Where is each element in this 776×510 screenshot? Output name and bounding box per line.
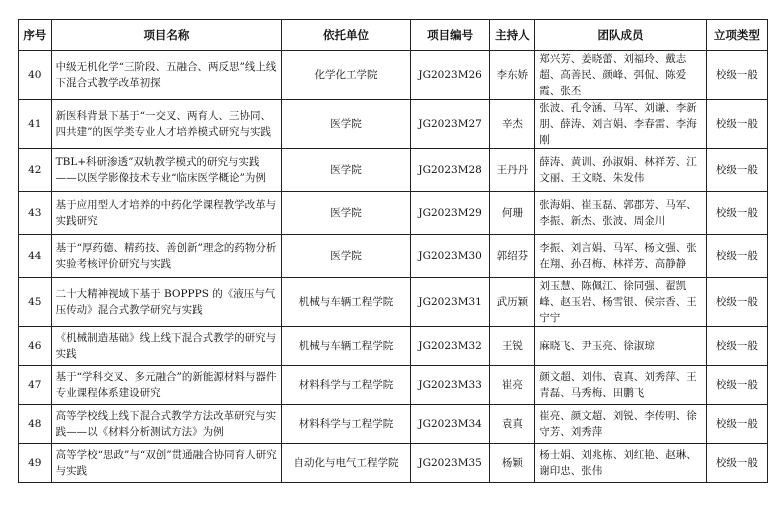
header-no: 序号 bbox=[19, 20, 52, 51]
cell-name: 基于“厚药德、精药技、善创新”理念的药物分析实验考核评价研究与实践 bbox=[51, 235, 282, 278]
cell-code: JG2023M26 bbox=[410, 51, 490, 100]
cell-unit: 材料科学与工程学院 bbox=[282, 405, 411, 444]
cell-host: 崔亮 bbox=[490, 366, 535, 405]
cell-team: 郑兴芳、姜晓蕾、刘福玲、戴志超、高善民、颜峰、弭侃、陈爱霞、张丕 bbox=[535, 51, 706, 100]
table-row bbox=[19, 366, 768, 405]
table-row bbox=[19, 192, 768, 235]
cell-team: 颜文超、刘伟、袁真、刘秀萍、王青磊、马秀梅、田鹏飞 bbox=[535, 366, 706, 405]
cell-no: 47 bbox=[19, 366, 52, 405]
cell-no: 46 bbox=[19, 327, 52, 366]
cell-no: 44 bbox=[19, 235, 52, 278]
cell-host: 杨颖 bbox=[490, 444, 535, 483]
header-unit: 依托单位 bbox=[282, 20, 411, 51]
cell-host: 郭绍芬 bbox=[490, 235, 535, 278]
cell-team: 李振、刘言娟、马军、杨文强、张在翔、孙召梅、林祥芳、高静静 bbox=[535, 235, 706, 278]
project-table-container bbox=[18, 19, 768, 483]
cell-name: 新医科背景下基于“一交叉、两育人、三协同、四共建”的医学类专业人才培养模式研究与实践 bbox=[51, 100, 282, 149]
cell-code: JG2023M29 bbox=[410, 192, 490, 235]
cell-host: 王锐 bbox=[490, 327, 535, 366]
cell-code: JG2023M32 bbox=[410, 327, 490, 366]
cell-type: 校级一般 bbox=[706, 235, 767, 278]
cell-unit: 化学化工学院 bbox=[282, 51, 411, 100]
cell-name: 中级无机化学“三阶段、五融合、两反思”线上线下混合式教学改革初探 bbox=[51, 51, 282, 100]
cell-unit: 医学院 bbox=[282, 192, 411, 235]
cell-unit: 自动化与电气工程学院 bbox=[282, 444, 411, 483]
cell-no: 49 bbox=[19, 444, 52, 483]
cell-host: 辛杰 bbox=[490, 100, 535, 149]
cell-team: 张海娟、崔玉磊、郭郡芳、马军、李振、新杰、张波、周金川 bbox=[535, 192, 706, 235]
table-row bbox=[19, 405, 768, 444]
cell-unit: 医学院 bbox=[282, 235, 411, 278]
cell-unit: 医学院 bbox=[282, 149, 411, 192]
cell-name: 二十大精神视域下基于 BOPPPS 的《液压与气压传动》混合式教学研究与实践 bbox=[51, 278, 282, 327]
cell-type: 校级一般 bbox=[706, 51, 767, 100]
cell-type: 校级一般 bbox=[706, 366, 767, 405]
cell-host: 王丹丹 bbox=[490, 149, 535, 192]
cell-code: JG2023M35 bbox=[410, 444, 490, 483]
table-row bbox=[19, 100, 768, 149]
cell-team: 麻晓飞、尹玉亮、徐淑琼 bbox=[535, 327, 706, 366]
cell-type: 校级一般 bbox=[706, 405, 767, 444]
header-name: 项目名称 bbox=[51, 20, 282, 51]
cell-no: 42 bbox=[19, 149, 52, 192]
header-host: 主持人 bbox=[490, 20, 535, 51]
cell-code: JG2023M31 bbox=[410, 278, 490, 327]
cell-type: 校级一般 bbox=[706, 149, 767, 192]
cell-code: JG2023M27 bbox=[410, 100, 490, 149]
cell-type: 校级一般 bbox=[706, 444, 767, 483]
cell-type: 校级一般 bbox=[706, 327, 767, 366]
cell-unit: 材料科学与工程学院 bbox=[282, 366, 411, 405]
table-row bbox=[19, 51, 768, 100]
cell-name: 高等学校“思政”与“双创”贯通融合协同育人研究与实践 bbox=[51, 444, 282, 483]
table-header-row bbox=[19, 20, 768, 51]
table-row bbox=[19, 444, 768, 483]
cell-team: 杨士娟、刘兆栋、刘红艳、赵琳、谢印忠、张伟 bbox=[535, 444, 706, 483]
cell-code: JG2023M30 bbox=[410, 235, 490, 278]
cell-name: 基于应用型人才培养的中药化学课程教学改革与实践研究 bbox=[51, 192, 282, 235]
cell-name: 基于“学科交叉、多元融合”的新能源材料与器件专业课程体系建设研究 bbox=[51, 366, 282, 405]
cell-name: 高等学校线上线下混合式教学方法改革研究与实践——以《材料分析测试方法》为例 bbox=[51, 405, 282, 444]
project-table bbox=[18, 19, 768, 483]
cell-no: 43 bbox=[19, 192, 52, 235]
cell-code: JG2023M33 bbox=[410, 366, 490, 405]
cell-code: JG2023M34 bbox=[410, 405, 490, 444]
header-type: 立项类型 bbox=[706, 20, 767, 51]
cell-type: 校级一般 bbox=[706, 192, 767, 235]
cell-unit: 医学院 bbox=[282, 100, 411, 149]
cell-name: 《机械制造基础》线上线下混合式教学的研究与实践 bbox=[51, 327, 282, 366]
cell-team: 薛涛、黄训、孙淑娟、林祥芳、江文丽、王文晓、朱发伟 bbox=[535, 149, 706, 192]
cell-no: 48 bbox=[19, 405, 52, 444]
table-row bbox=[19, 278, 768, 327]
cell-no: 41 bbox=[19, 100, 52, 149]
cell-name: TBL+科研渗透”双轨教学模式的研究与实践——以医学影像技术专业“临床医学概论”为例 bbox=[51, 149, 282, 192]
cell-host: 袁真 bbox=[490, 405, 535, 444]
cell-host: 何珊 bbox=[490, 192, 535, 235]
cell-unit: 机械与车辆工程学院 bbox=[282, 278, 411, 327]
table-row bbox=[19, 327, 768, 366]
cell-team: 崔亮、颜文超、刘锐、李传明、徐守芳、刘秀萍 bbox=[535, 405, 706, 444]
cell-host: 武历颖 bbox=[490, 278, 535, 327]
cell-team: 张波、孔令涵、马军、刘谦、李新朋、薛涛、刘言娟、李春雷、李海刚 bbox=[535, 100, 706, 149]
table-row bbox=[19, 235, 768, 278]
cell-code: JG2023M28 bbox=[410, 149, 490, 192]
header-team: 团队成员 bbox=[535, 20, 706, 51]
cell-host: 李东娇 bbox=[490, 51, 535, 100]
cell-unit: 机械与车辆工程学院 bbox=[282, 327, 411, 366]
cell-team: 刘玉慧、陈佩江、徐同强、翟凯峰、赵玉岩、杨雪银、侯宗香、王宁宁 bbox=[535, 278, 706, 327]
header-code: 项目编号 bbox=[410, 20, 490, 51]
cell-no: 45 bbox=[19, 278, 52, 327]
cell-no: 40 bbox=[19, 51, 52, 100]
table-row bbox=[19, 149, 768, 192]
cell-type: 校级一般 bbox=[706, 100, 767, 149]
cell-type: 校级一般 bbox=[706, 278, 767, 327]
